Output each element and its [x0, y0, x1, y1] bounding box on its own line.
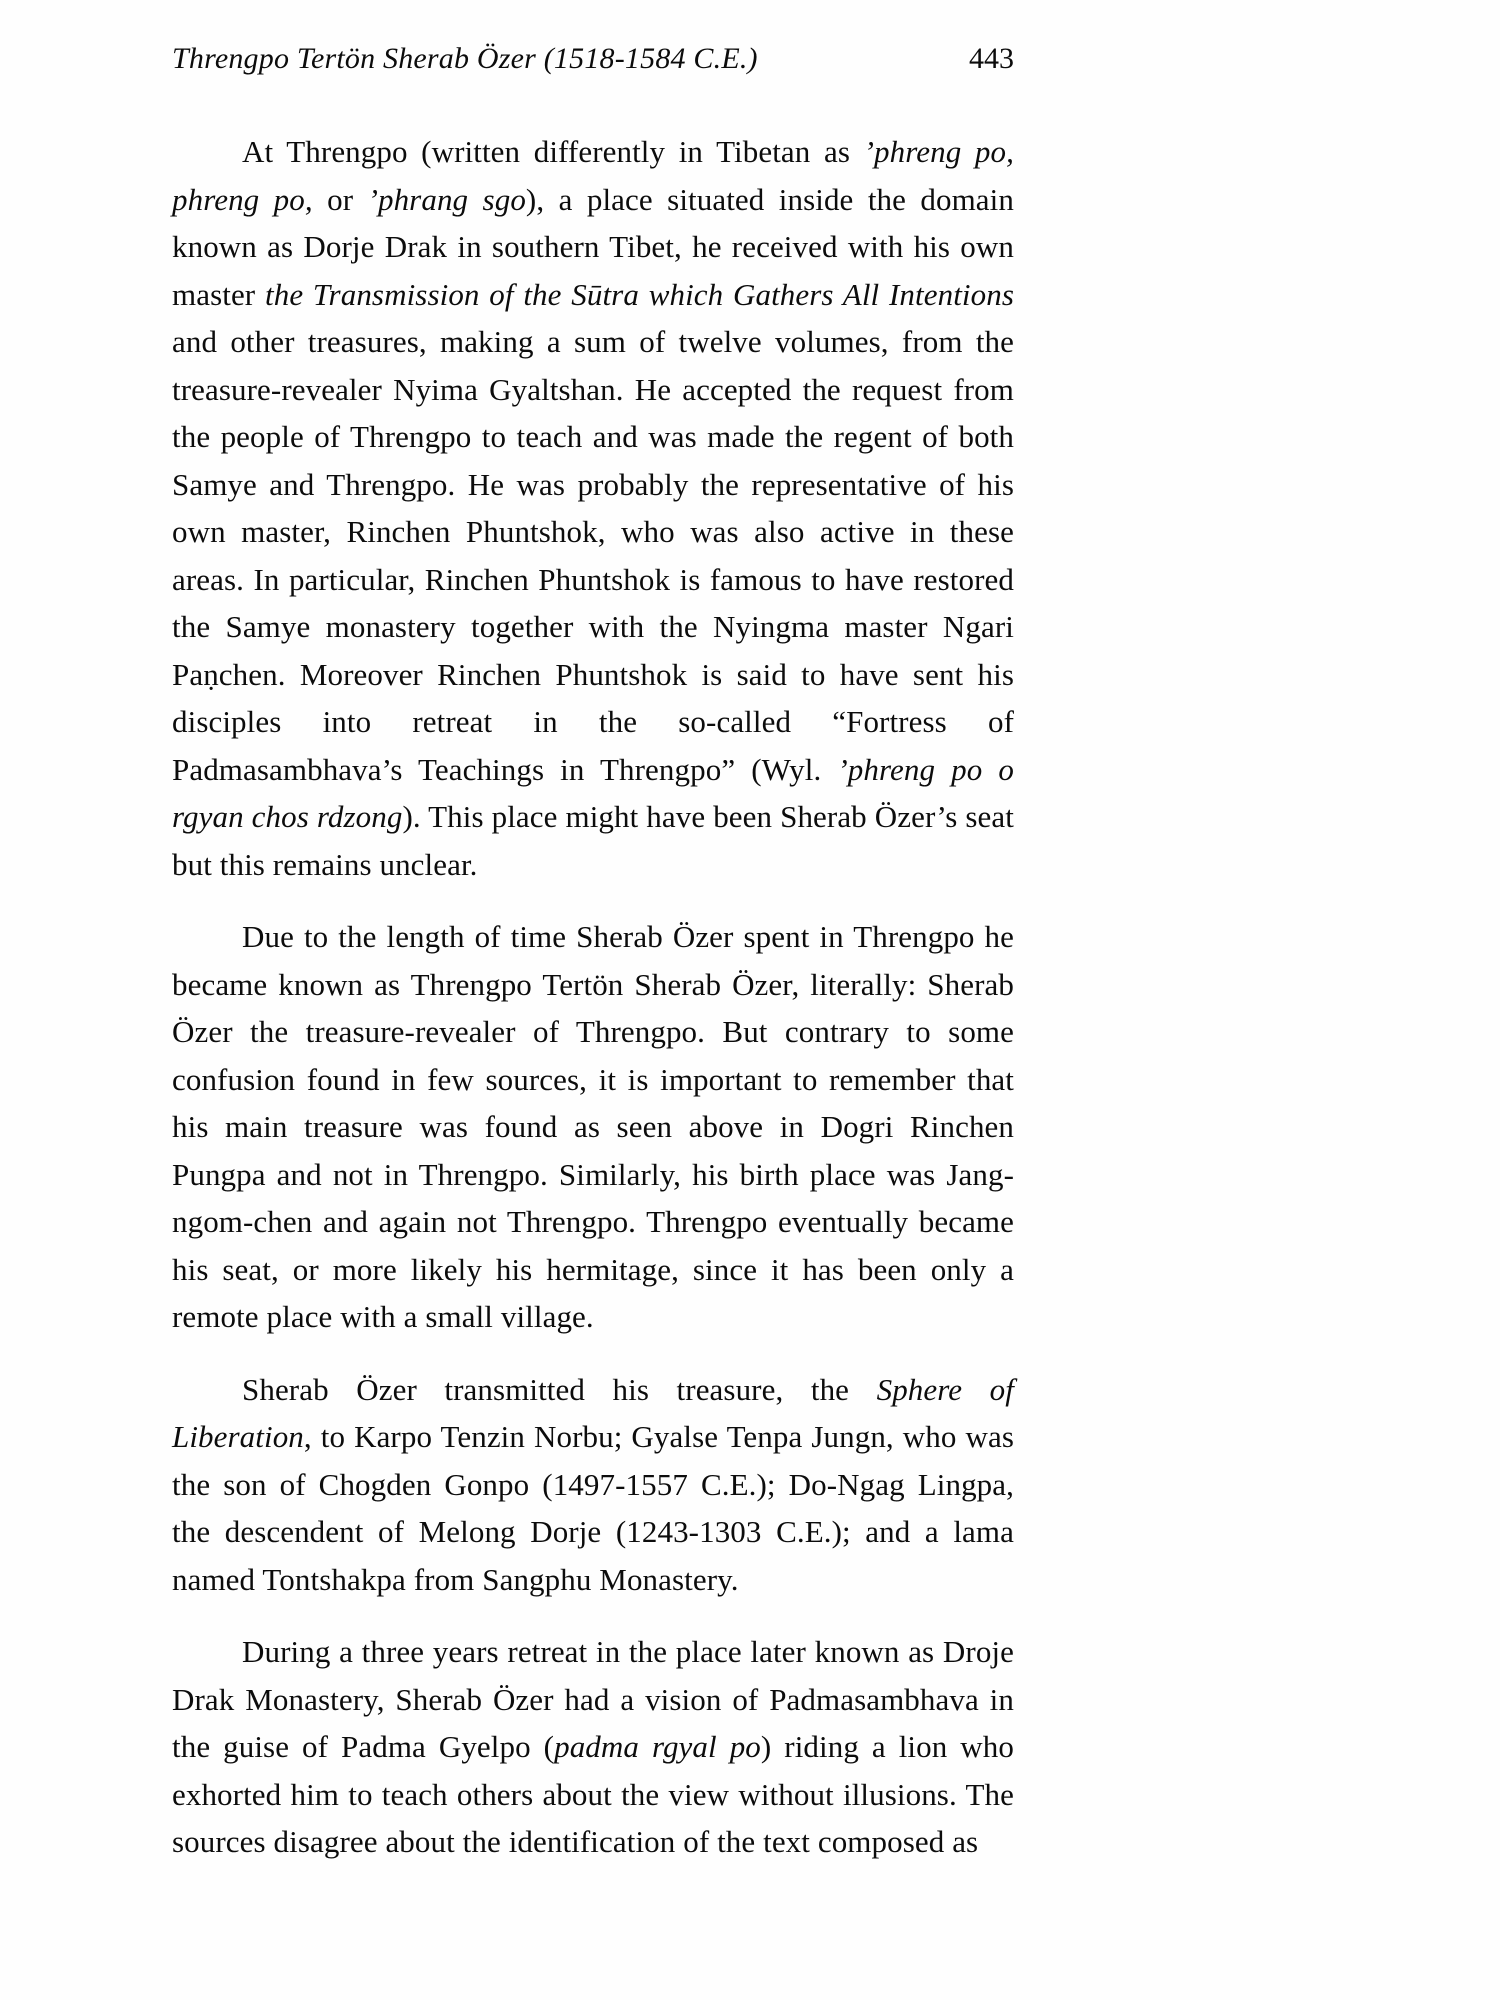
- text-segment: Sherab Özer transmitted his treasure, the: [242, 1371, 877, 1407]
- running-header: [172, 42, 1014, 76]
- page-number: 443: [969, 42, 1014, 75]
- italic-text-segment: ’phreng po, phreng po,: [172, 134, 1014, 217]
- text-segment: ) riding a lion who exhorted him to teach others about the view without illusions. The sources disagree about the identification of the text composed as: [172, 1729, 1014, 1859]
- paragraph: [172, 913, 1014, 1341]
- italic-text-segment: padma rgyal po: [554, 1729, 761, 1764]
- italic-text-segment: the Transmission of the Sūtra which Gathers All Intentions: [265, 276, 1014, 312]
- text-segment: During a three years retreat in the place later known as Droje Drak Monastery, Sherab Özer had a vision of Padmasambhava in the guise of Padma Gyelpo (: [172, 1634, 1014, 1764]
- running-header-title: Threngpo Tertön Sherab Özer (1518-1584 C.E.): [172, 42, 758, 75]
- text-segment: At Threngpo (written differently in Tibetan as: [242, 134, 864, 169]
- italic-text-segment: ’phrang sgo: [367, 181, 526, 217]
- text-segment: and other treasures, making a sum of twelve volumes, from the treasure-revealer Nyima Gyaltshan. He accepted the request from the people of Threngpo to teach and was made the regent of both Samye and Threngpo. He was probably the representative of his own master, Rinchen Phuntshok, who was also active in these areas. In particular, Rinchen Phuntshok is famous to have restored the Samye monastery together with the Nyingma master Ngari Paṇchen. Moreover Rinchen Phuntshok is said to have sent his disciples into retreat in the so-called “Fortress of Padmasambhava’s Teachings in Threngpo” (Wyl.: [172, 324, 1014, 787]
- page-body: [172, 128, 1014, 1866]
- paragraph: [172, 128, 1014, 888]
- text-segment: , to Karpo Tenzin Norbu; Gyalse Tenpa Jungn, who was the son of Chogden Gonpo (1497-1557 C.E.); Do-Ngag Lingpa, the descendent of Melong Dorje (1243-1303 C.E.); and a lama named Tontshakpa from Sangphu Monastery.: [172, 1419, 1014, 1597]
- text-segment: or: [312, 181, 368, 217]
- italic-text-segment: Sphere of Liberation: [172, 1371, 1014, 1454]
- text-segment: ). This place might have been Sherab Özer’s seat but this remains unclear.: [172, 799, 1014, 882]
- text-segment: Due to the length of time Sherab Özer spent in Threngpo he became known as Threngpo Tertön Sherab Özer, literally: Sherab Özer the treasure-revealer of Threngpo. But contrary to some confusion found in few sources, it is important to remember that his main treasure was found as seen above in Dogri Rinchen Pungpa and not in Threngpo. Similarly, his birth place was Jang-ngom-chen and again not Threngpo. Threngpo eventually became his seat, or more likely his hermitage, since it has been only a remote place with a small village.: [172, 919, 1014, 1334]
- text-segment: ), a place situated inside the domain known as Dorje Drak in southern Tibet, he received with his own master: [172, 181, 1014, 312]
- italic-text-segment: ’phreng po o rgyan chos rdzong: [172, 751, 1014, 834]
- paragraph: [172, 1366, 1014, 1604]
- paragraph: [172, 1628, 1014, 1866]
